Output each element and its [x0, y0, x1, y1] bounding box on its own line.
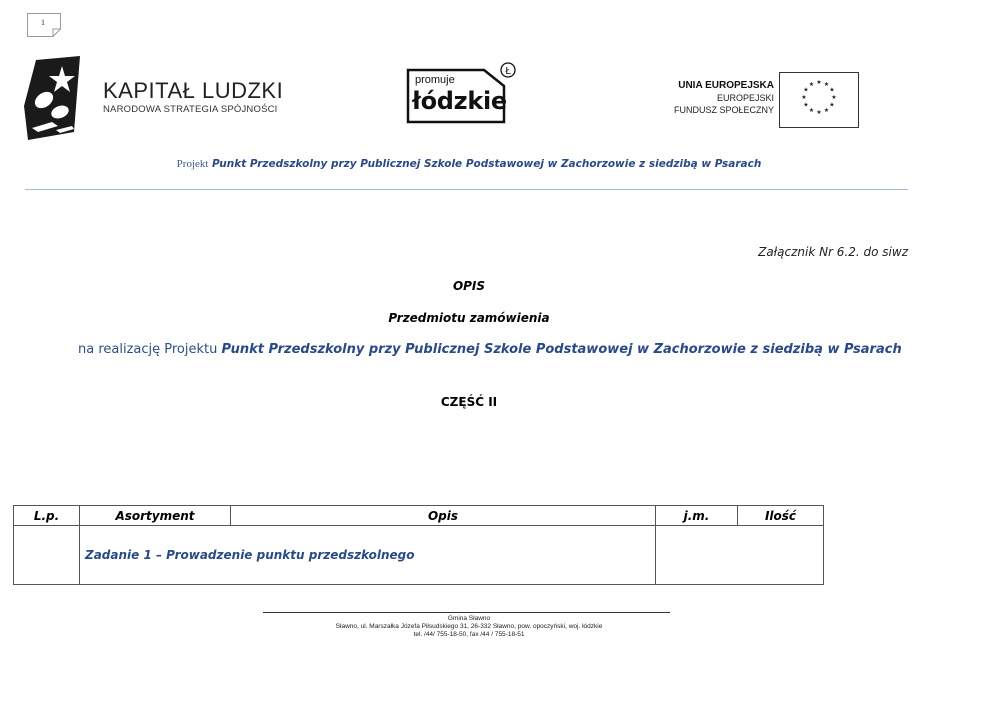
svg-text:★: ★ — [816, 109, 822, 116]
part-heading: CZĘŚĆ II — [440, 395, 498, 409]
eu-line-1: UNIA EUROPEJSKA — [678, 80, 774, 91]
lodzkie-mark: Ł — [505, 66, 511, 77]
svg-text:★: ★ — [803, 101, 809, 109]
svg-text:★: ★ — [816, 79, 822, 86]
cell-jm-ilosc — [656, 526, 824, 585]
col-ilosc: Ilość — [738, 506, 824, 526]
kapital-ludzki-emblem-icon — [22, 56, 84, 140]
kapital-ludzki-title: KAPITAŁ LUDZKI — [103, 78, 284, 103]
svg-text:★: ★ — [803, 86, 809, 94]
promuje-lodzkie-logo — [402, 62, 518, 126]
annex-label: Załącznik Nr 6.2. do siwz — [758, 245, 908, 259]
page-number-marker — [27, 13, 61, 37]
svg-text:★: ★ — [823, 81, 830, 88]
kapital-ludzki-logo — [103, 79, 283, 115]
table-header-row — [14, 506, 824, 526]
svg-text:★: ★ — [808, 107, 815, 114]
svg-text:★: ★ — [823, 107, 830, 114]
footer-divider — [263, 612, 670, 613]
cell-lp — [14, 526, 80, 585]
eu-flag-icon — [779, 72, 859, 128]
footer-line-2: Sławno, ul. Marszałka Józefa Piłsudskiego 31, 26-332 Sławno, pow. opoczyński, woj. łódzkie — [335, 623, 603, 630]
items-table — [13, 505, 824, 585]
realization-line — [78, 342, 902, 357]
svg-text:★: ★ — [831, 94, 837, 101]
project-label: Projekt — [176, 158, 209, 170]
eu-line-3: FUNDUSZ SPOŁECZNY — [673, 105, 774, 115]
svg-text:★: ★ — [808, 81, 815, 88]
col-asortyment: Asortyment — [80, 506, 231, 526]
table-row — [14, 526, 824, 585]
task-cell: Zadanie 1 – Prowadzenie punktu przedszkolnego — [80, 526, 656, 585]
svg-text:★: ★ — [801, 94, 807, 101]
project-header-line — [0, 157, 938, 170]
svg-text:★: ★ — [829, 101, 835, 109]
realization-prefix: na realizację Projektu — [78, 342, 218, 357]
col-jm: j.m. — [656, 506, 738, 526]
col-opis: Opis — [231, 506, 656, 526]
svg-text:★: ★ — [829, 86, 835, 94]
footer-line-1: Gmina Sławno — [447, 615, 491, 622]
footer-line-3: tel. /44/ 755-18-50, fax /44 / 755-18-51 — [413, 631, 525, 638]
eu-line-2: EUROPEJSKI — [716, 93, 774, 103]
realization-project-name: Punkt Przedszkolny przy Publicznej Szkole Podstawowej w Zachorzowie z siedzibą w Psarach — [221, 342, 902, 357]
lodzkie-top-text: promuje — [415, 74, 455, 86]
eu-logo-text — [674, 80, 774, 116]
kapital-ludzki-subtitle: NARODOWA STRATEGIA SPÓJNOŚCI — [103, 104, 278, 115]
page-number: 1 — [41, 18, 45, 27]
lodzkie-main-text: łódzkie — [412, 87, 507, 115]
document-title: OPIS — [452, 279, 486, 293]
header-divider — [25, 189, 908, 190]
project-name: Punkt Przedszkolny przy Publicznej Szkole Podstawowej w Zachorzowie z siedzibą w Psarach — [211, 158, 762, 170]
document-subtitle: Przedmiotu zamówienia — [388, 311, 550, 325]
col-lp: L.p. — [14, 506, 80, 526]
